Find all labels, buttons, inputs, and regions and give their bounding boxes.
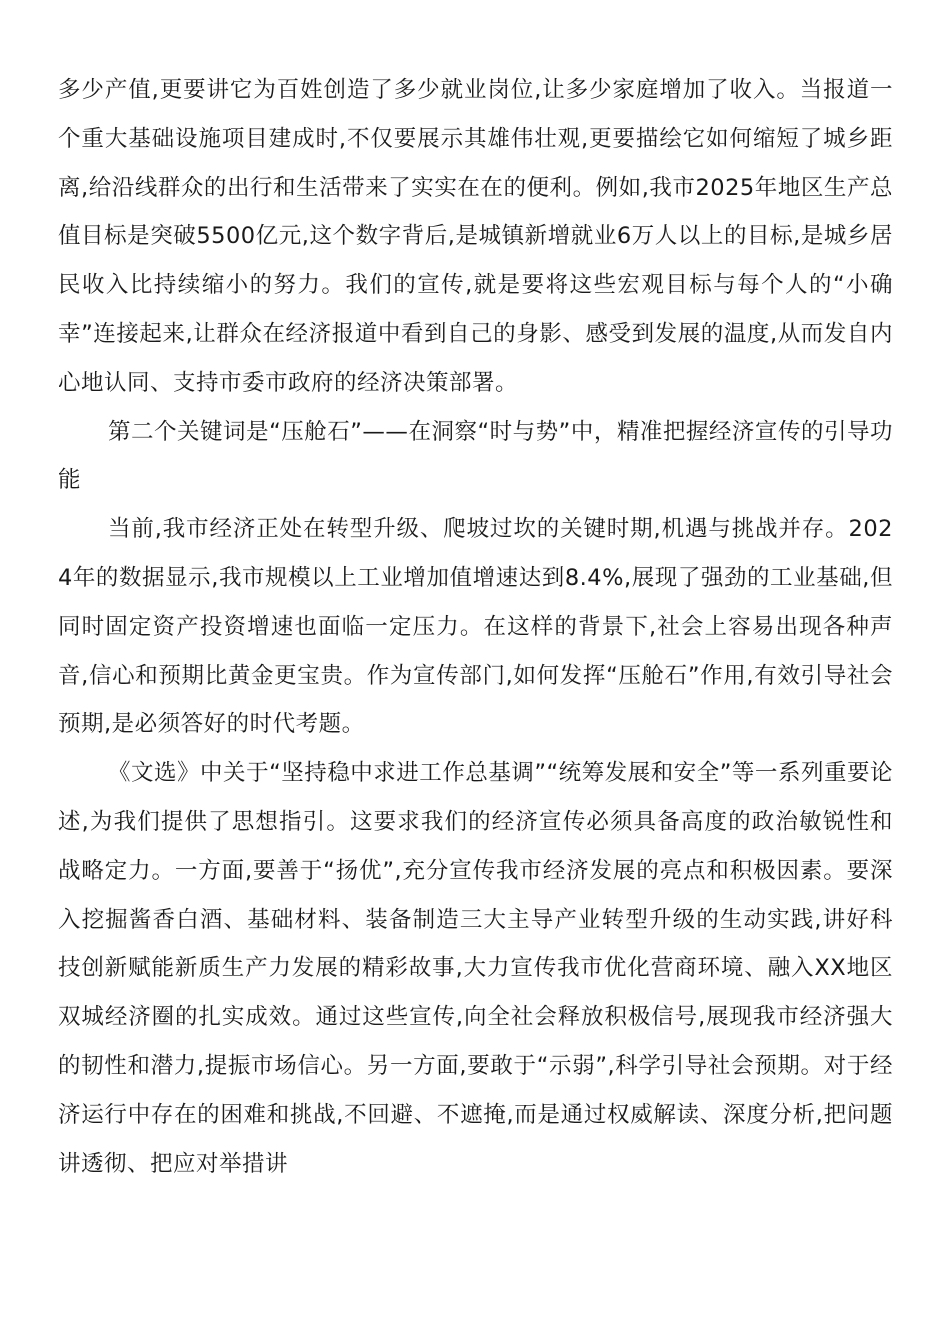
paragraph-1: 多少产值,更要讲它为百姓创造了多少就业岗位,让多少家庭增加了收入。当报道一个重大基础设施项目建成时,不仅要展示其雄伟壮观,更要描绘它如何缩短了城乡距离,给沿线群众的出行和生活带来了实实在在的便利。例如,我市2025年地区生产总值目标是突破5500亿元,这个数字背后,是城镇新增就业6万人以上的目标,是城乡居民收入比持续缩小的努力。我们的宣传,就是要将这些宏观目标与每个人的“小确幸”连接起来,让群众在经济报道中看到自己的身影、感受到发展的温度,从而发自内心地认同、支持市委市政府的经济决策部署。 bbox=[58, 77, 893, 396]
paragraph-3: 当前,我市经济正处在转型升级、爬坡过坎的关键时期,机遇与挑战并存。2024年的数据显示,我市规模以上工业增加值增速达到8.4%,展现了强劲的工业基础,但同时固定资产投资增速也面临一定压力。在这样的背景下,社会上容易出现各种声音,信心和预期比黄金更宝贵。作为宣传部门,如何发挥“压舱石”作用,有效引导社会预期,是必须答好的时代考题。 bbox=[58, 516, 893, 738]
section-heading-2: 第二个关键词是“压舱石”——在洞察“时与势”中，精准把握经济宣传的引导功能 bbox=[58, 418, 893, 494]
paragraph-4: 《文选》中关于“坚持稳中求进工作总基调”“统筹发展和安全”等一系列重要论述,为我们提供了思想指引。这要求我们的经济宣传必须具备高度的政治敏锐性和战略定力。一方面,要善于“扬优”,充分宣传我市经济发展的亮点和积极因素。要深入挖掘酱香白酒、基础材料、装备制造三大主导产业转型升级的生动实践,讲好科技创新赋能新质生产力发展的精彩故事,大力宣传我市优化营商环境、融入XX地区双城经济圈的扎实成效。通过这些宣传,向全社会释放积极信号,展现我市经济强大的韧性和潜力,提振市场信心。另一方面,要敢于“示弱”,科学引导社会预期。对于经济运行中存在的困难和挑战,不回避、不遮掩,而是通过权威解读、深度分析,把问题讲透彻、把应对举措讲 bbox=[58, 760, 893, 1177]
document-page bbox=[58, 66, 893, 1188]
